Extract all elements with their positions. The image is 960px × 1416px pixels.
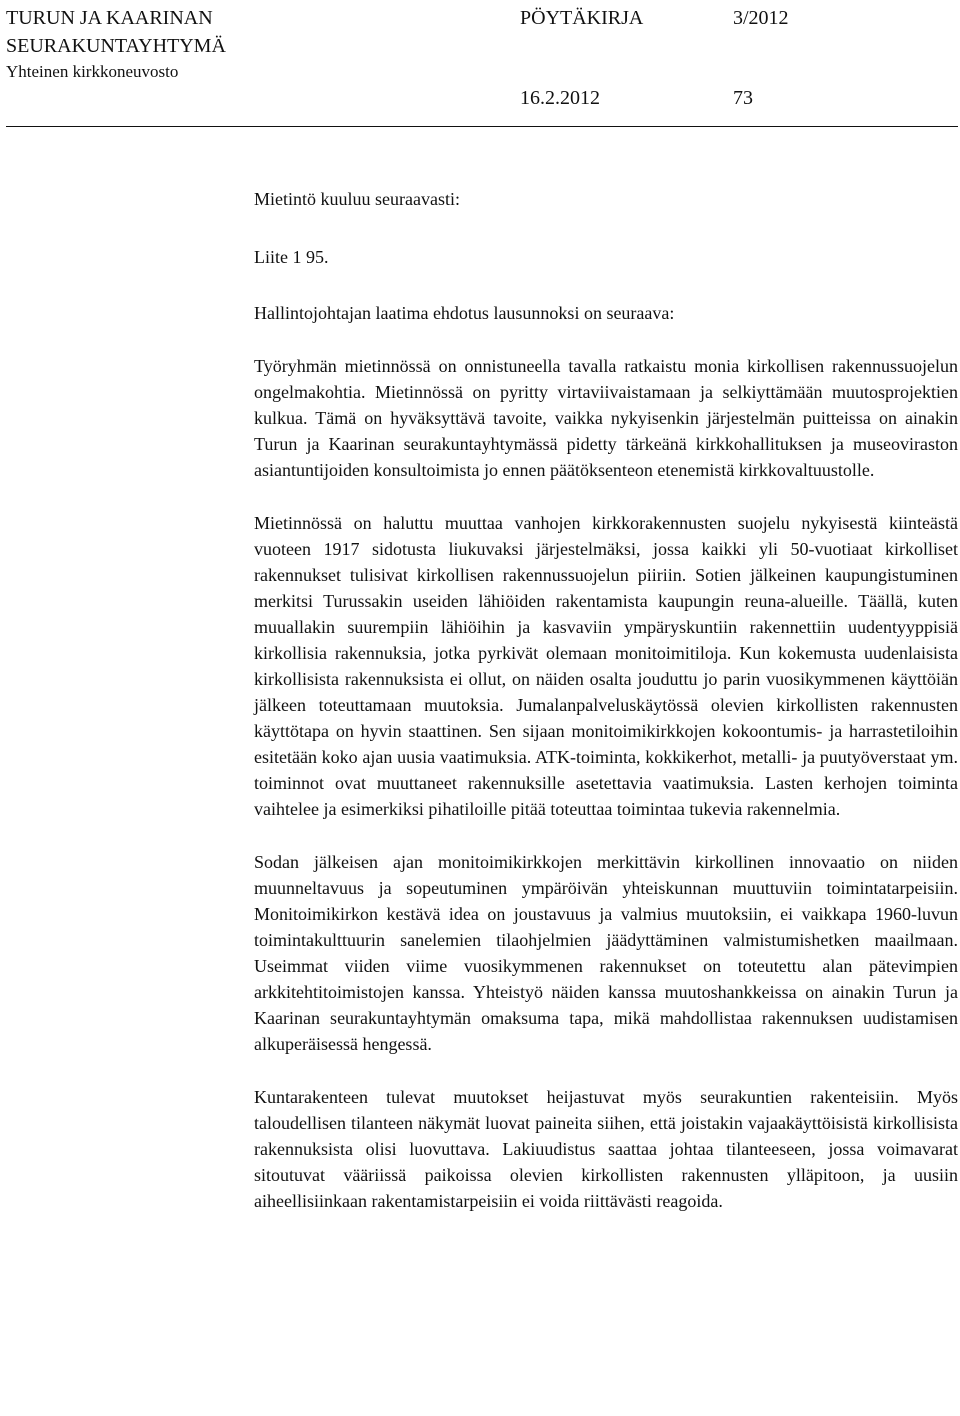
paragraph: Työryhmän mietinnössä on onnistuneella tavalla ratkaistu monia kirkollisen rakennussuojelun ongelmakohtia. Mietinnössä on pyritty virtaviivaistamaan ja selkiyttämään muutosprojektien kulkua. Tämä on hyväksyttävä tavoite, vaikka nykyisenkin järjestelmän puitteissa on ainakin Turun ja Kaarinan seurakuntayhtymässä pidetty tärkeänä kirkkohallituksen ja museoviraston asiantuntijoiden konsultoimista jo ennen päätöksenteon etenemistä kirkkovaltuustolle. [254,356,958,480]
document-header [0,0,960,120]
paragraph: Kuntarakenteen tulevat muutokset heijastuvat myös seurakuntien rakenteisiin. Myös taloudellisen tilanteen näkymät luovat paineita siihen, että joistakin vajaakäyttöisistä kirkollisista rakennuksista olisi luovuttava. Lakiuudistus saattaa johtaa tilanteeseen, jossa voimavarat sitoutuvat vääriissä paikoissa olevien kirkollisten rakennusten ylläpitoon, ja uusiin aiheellisiinkaan rakentamistarpeisiin ei voida riittävästi reagoida. [254,1087,958,1211]
document-number: 3/2012 [733,7,789,29]
document-body [254,186,958,1214]
council-name: Yhteinen kirkkoneuvosto [6,62,179,81]
header-divider [6,126,958,127]
intro-line: Mietintö kuuluu seuraavasti: [254,189,460,209]
attachment-reference: Liite 1 95. [254,247,329,267]
page-number: 73 [733,87,753,109]
paragraph: Mietinnössä on haluttu muuttaa vanhojen kirkkorakennusten suojelu nykyisestä kiinteästä vuoteen 1917 sidotusta liukuvaksi järjestelmäksi, jossa kaikki yli 50-vuotiaat kirkolliset rakennukset tulisivat kirkollisen rakennussuojelun piiriin. Sotien jälkeinen kaupungistuminen merkitsi Turussakin useiden lähiöiden rakentamista kaupungin reuna-alueille. Täällä, kuten muuallakin suurempiin lähiöihin ja kasvaviin ympäryskuntiin rakennettiin uudentyyppisiä kirkollisia rakennuksia, jotka pyrkivät olemaan monitoimitiloja. Kun kokemusta uudenlaisista kirkollisista rakennuksista ei ollut, on näiden osalta jouduttu jo parin vuosikymmenen käyttöiän jälkeen toteuttamaan muutoksia. Jumalanpalveluskäytössä olevien kirkollisten rakennusten käyttötapa on hyvin staattinen. Sen sijaan monitoimikirkkojen kokoontumis- ja harrastetiloihin esitetään koko ajan uusia vaatimuksia. ATK-toiminta, kokkikerhot, metalli- ja puutyöverstaat ym. toiminnot ovat muuttaneet rakennuksille asetettavia vaatimuksia. Lasten kerhojen toiminta vaihtelee ja esimerkiksi pihatiloille pitää toteuttaa toimintaa tukevia rakennelmia. [254,513,958,819]
paragraph: Sodan jälkeisen ajan monitoimikirkkojen merkittävin kirkollinen innovaatio on niiden muunneltavuus ja sopeutuminen ympäröivän yhteiskunnan muuttuviin toimintatarpeisiin. Monitoimikirkon kestävä idea on joustavuus ja valmius muutoksiin, ei vaikkapa 1960-luvun toimintakulttuurin sanelemien tilaohjelmien jäädyttäminen valmistumishetken maailmaan. Useimmat viiden viime vuosikymmenen rakennukset on toteutettu alan pätevimpien arkkitehtitoimistojen kanssa. Yhteistyö näiden kanssa muutoshankkeissa on ainakin Turun ja Kaarinan seurakuntayhtymän omaksuma tapa, mikä mahdollistaa rakennuksen uudistamisen alkuperäisessä hengessä. [254,852,958,1054]
proposal-intro: Hallintojohtajan laatima ehdotus lausunnoksi on seuraava: [254,303,675,323]
organization-name: TURUN JA KAARINAN [6,7,213,29]
document-type: PÖYTÄKIRJA [520,7,644,29]
organization-subname: SEURAKUNTAYHTYMÄ [6,35,226,57]
meeting-date: 16.2.2012 [520,87,600,109]
